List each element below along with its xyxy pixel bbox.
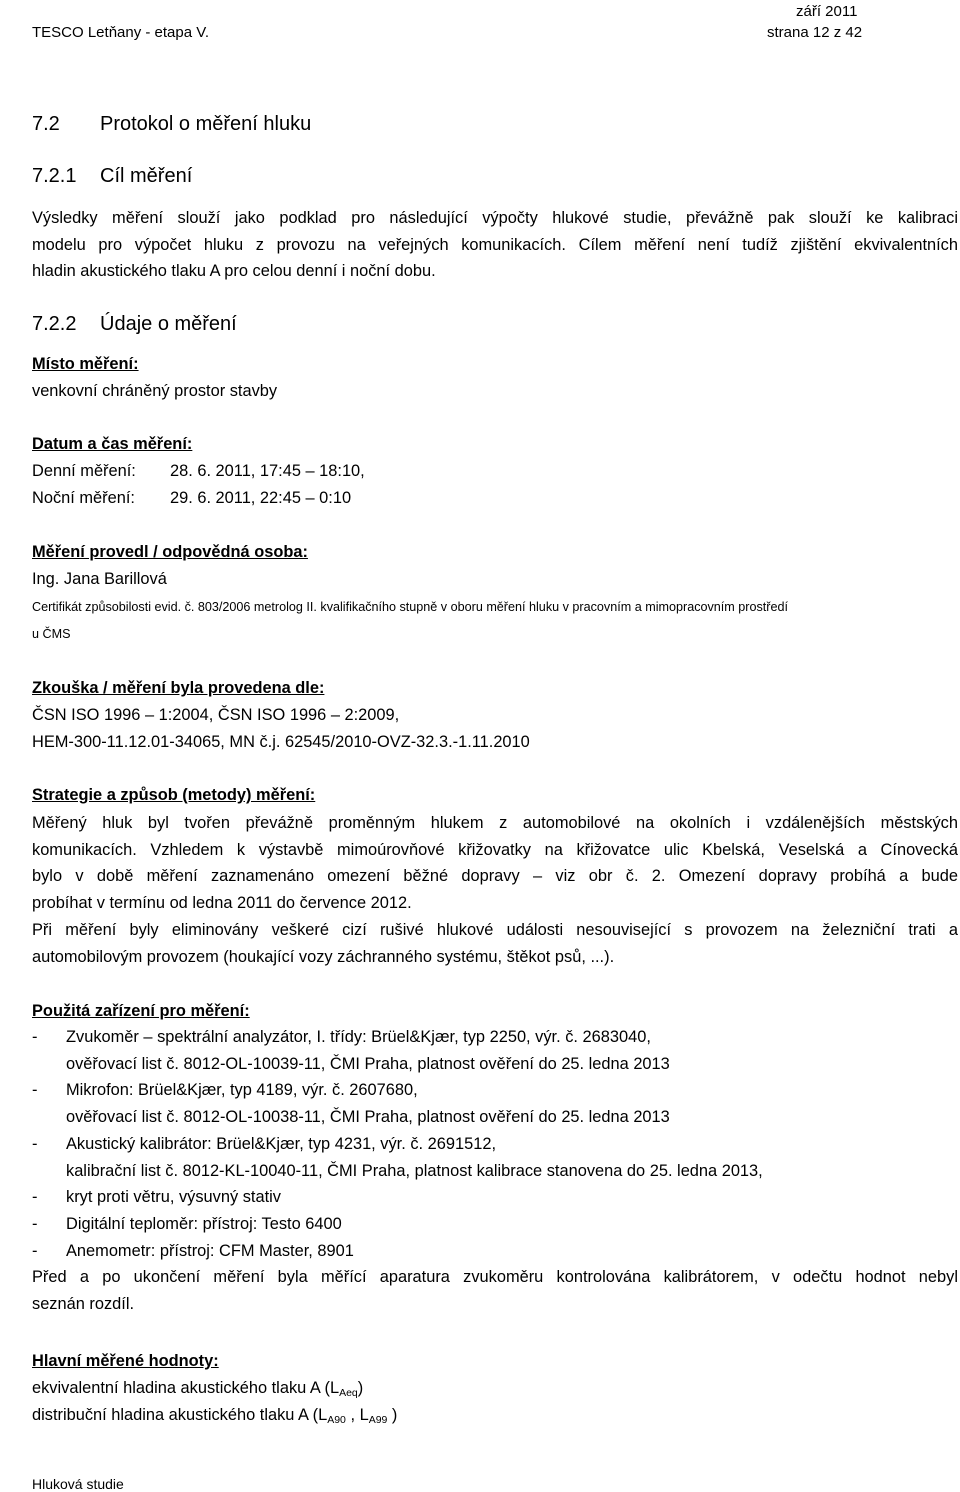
section-title: Protokol o měření hluku xyxy=(100,113,312,135)
list-item xyxy=(32,1211,958,1238)
values-text: distribuční hladina akustického tlaku A (L xyxy=(32,1406,328,1424)
list-dash: - xyxy=(32,1188,38,1207)
standard-line: ČSN ISO 1996 – 1:2004, ČSN ISO 1996 – 2:2009, xyxy=(32,706,400,724)
subsection-title: Cíl měření xyxy=(100,165,193,187)
list-item-text: Mikrofon: Brüel&Kjær, typ 4189, výr. č. 2607680, xyxy=(66,1081,418,1100)
paragraph-line: Výsledky měření slouží jako podklad pro následující výpočty hlukové studie, převážně pak slouží ke kalibraci xyxy=(32,209,958,227)
list-item xyxy=(32,1238,958,1265)
paragraph-line: automobilovým provozem (houkající vozy záchranného systému, štěkot psů, ...). xyxy=(32,947,615,966)
night-measurement-value: 29. 6. 2011, 22:45 – 0:10 xyxy=(170,489,352,507)
list-item xyxy=(32,1131,958,1158)
paragraph-line: probíhat v termínu od ledna 2011 do července 2012. xyxy=(32,894,412,913)
list-item xyxy=(32,1077,958,1104)
paragraph-line: Při měření byly eliminovány veškeré cizí rušivé hlukové události nesouvisející s provozem na železniční trati a xyxy=(32,920,958,939)
night-measurement-label: Noční měření: xyxy=(32,489,135,507)
person-label: Měření provedl / odpovědná osoba: xyxy=(32,543,308,561)
certificate-line-end: u ČMS xyxy=(32,627,71,641)
datetime-label: Datum a čas měření: xyxy=(32,435,193,453)
list-item xyxy=(32,1104,958,1131)
standard-line: HEM-300-11.12.01-34065, MN č.j. 62545/2010-OVZ-32.3.-1.11.2010 xyxy=(32,733,530,751)
list-item-text: ověřovací list č. 8012-OL-10039-11, ČMI Praha, platnost ověření do 25. ledna 2013 xyxy=(66,1054,670,1073)
paragraph-line: Před a po ukončení měření byla měřící aparatura zvukoměru kontrolována kalibrátorem, v odečtu hodnot nebyl xyxy=(32,1268,958,1287)
list-dash: - xyxy=(32,1241,38,1260)
section-heading xyxy=(32,113,311,136)
person-name: Ing. Jana Barillová xyxy=(32,570,167,588)
list-item xyxy=(32,1158,958,1185)
paragraph-line: hladin akustického tlaku A pro celou denní i noční dobu. xyxy=(32,262,436,281)
values-label: Hlavní měřené hodnoty: xyxy=(32,1352,219,1370)
list-item-text: Zvukoměr – spektrální analyzátor, I. třídy: Brüel&Kjær, typ 2250, výr. č. 2683040, xyxy=(66,1028,651,1046)
certificate-line: Certifikát způsobilosti evid. č. 803/2006 metrolog II. kvalifikačního stupně v oboru měření hluku v pracovním a mimopracovním prostředí xyxy=(32,600,788,614)
paragraph-line: bylo v době měření zaznamenáno omezení běžné dopravy – viz obr č. 2. Omezení dopravy probíhá a bude xyxy=(32,867,958,886)
list-dash: - xyxy=(32,1134,38,1153)
list-item-text: ověřovací list č. 8012-OL-10038-11, ČMI Praha, platnost ověření do 25. ledna 2013 xyxy=(66,1108,670,1127)
paragraph-line: Měřený hluk byl tvořen převážně proměnným hlukem z automobilové na okolních i vzdálenějších městských xyxy=(32,814,958,832)
list-item-text: Digitální teploměr: přístroj: Testo 6400 xyxy=(66,1214,342,1233)
day-measurement-label: Denní měření: xyxy=(32,462,136,480)
subsection-number: 7.2.2 xyxy=(32,313,77,335)
section-number: 7.2 xyxy=(32,113,60,135)
header-project: TESCO Letňany - etapa V. xyxy=(32,24,210,41)
list-item xyxy=(32,1024,958,1051)
standard-label: Zkouška / měření byla provedena dle: xyxy=(32,679,325,697)
list-item xyxy=(32,1051,958,1078)
header-date: září 2011 xyxy=(796,3,858,20)
equipment-label: Použitá zařízení pro měření: xyxy=(32,1002,250,1020)
equipment-list xyxy=(32,1024,958,1318)
subsection-number: 7.2.1 xyxy=(32,165,77,187)
list-dash: - xyxy=(32,1081,38,1100)
strategy-label: Strategie a způsob (metody) měření: xyxy=(32,786,316,804)
place-value: venkovní chráněný prostor stavby xyxy=(32,382,278,400)
list-dash: - xyxy=(32,1028,38,1046)
list-item-text: Akustický kalibrátor: Brüel&Kjær, typ 4231, výr. č. 2691512, xyxy=(66,1134,497,1153)
subsection-title: Údaje o měření xyxy=(100,313,237,335)
list-item-text: Anemometr: přístroj: CFM Master, 8901 xyxy=(66,1241,354,1260)
list-item-text: kalibrační list č. 8012-KL-10040-11, ČMI Praha, platnost kalibrace stanovena do 25. ledna 2013, xyxy=(66,1161,763,1180)
subsection-heading-goal xyxy=(32,165,192,188)
subsection-heading-data xyxy=(32,313,237,336)
place-label: Místo měření: xyxy=(32,355,139,373)
values-text: ) xyxy=(357,1379,364,1397)
strategy-paragraph xyxy=(32,810,958,970)
night-measurement-row xyxy=(32,489,351,508)
goal-paragraph xyxy=(32,205,958,285)
values-text: , L xyxy=(345,1406,369,1424)
list-item xyxy=(32,1184,958,1211)
footer-title: Hluková studie xyxy=(32,1476,124,1492)
paragraph-line: komunikacích. Vzhledem k výstavbě mimoúrovňové křižovatky na křižovatce ulic Kbelská, Veselská a Cínovecká xyxy=(32,840,958,859)
subscript: A99 xyxy=(368,1414,388,1426)
subscript: Aeq xyxy=(339,1387,358,1399)
day-measurement-value: 28. 6. 2011, 17:45 – 18:10, xyxy=(170,462,365,480)
paragraph-line: modelu pro výpočet hluku z provozu na veřejných komunikacích. Cílem měření není tudíž zjištění ekvivalentních xyxy=(32,235,958,254)
values-text: ekvivalentní hladina akustického tlaku A (L xyxy=(32,1379,340,1397)
subscript: A90 xyxy=(327,1414,346,1426)
paragraph-line: seznán rozdíl. xyxy=(32,1295,135,1314)
list-dash: - xyxy=(32,1214,38,1233)
day-measurement-row xyxy=(32,462,365,481)
values-distribution xyxy=(32,1406,397,1426)
list-item-text: kryt proti větru, výsuvný stativ xyxy=(66,1188,281,1207)
values-equivalent xyxy=(32,1379,363,1399)
values-text: ) xyxy=(387,1406,398,1424)
header-page-number: strana 12 z 42 xyxy=(767,24,863,41)
